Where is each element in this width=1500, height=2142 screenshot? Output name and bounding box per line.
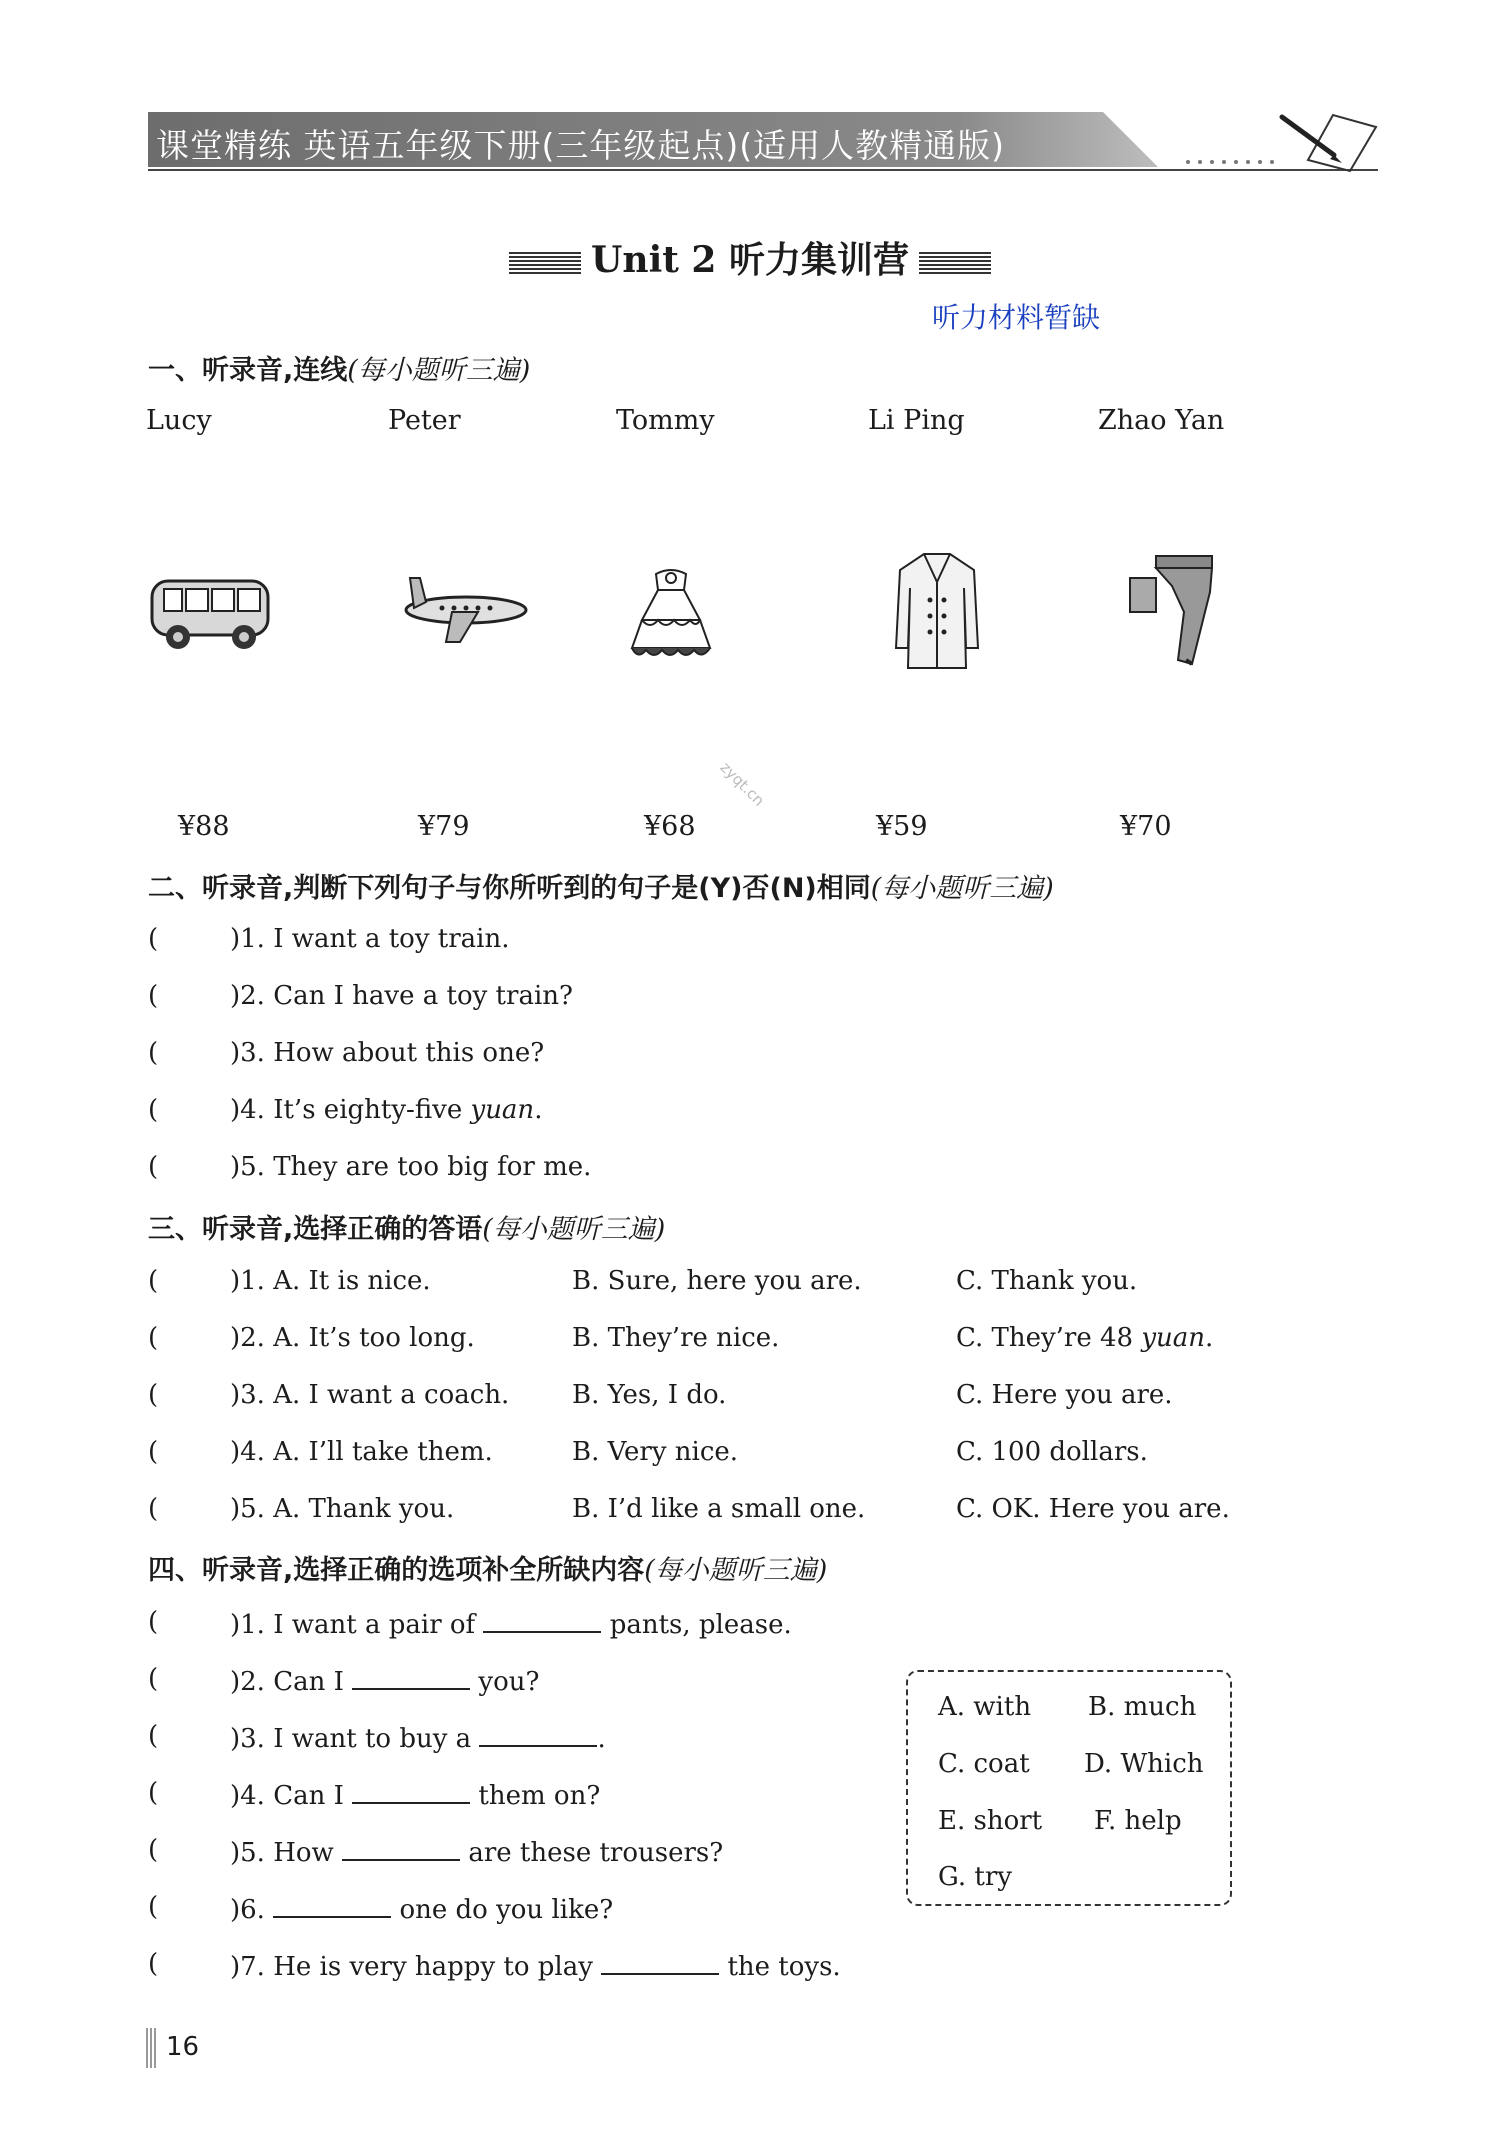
section4-title [148,1548,827,1587]
option-a: )3. A. I want a coach. [230,1380,510,1410]
option-b: B. They’re nice. [572,1323,780,1353]
page-number: 16 [166,2032,200,2062]
answer-bracket[interactable]: ( [148,1323,159,1353]
question-text: )1. I want a toy train. [230,924,510,954]
section2-title [148,866,1054,905]
price-2: ¥79 [418,811,470,842]
option-a-with: A. with [938,1692,1032,1722]
option-b: B. Sure, here you are. [572,1266,862,1296]
answer-bracket[interactable]: ( [148,1437,159,1467]
fill-blank[interactable] [352,1778,470,1804]
question-text: )5. How are these trousers? [230,1835,723,1868]
bus-icon [148,573,274,653]
unit-title [0,232,1500,283]
question-text: )2. Can I you? [230,1664,539,1697]
skirt-icon [626,564,716,664]
name-li-ping: Li Ping [868,405,965,436]
section2-title-text: 二、听录音,判断下列句子与你所听到的句子是(Y)否(N)相同 [148,873,871,904]
option-b: B. I’d like a small one. [572,1494,866,1524]
answer-bracket[interactable]: ( [148,1778,159,1808]
section1-title [148,348,530,387]
fill-blank[interactable] [352,1664,470,1690]
question-text: )3. How about this one? [230,1038,545,1068]
coat-icon [894,548,980,674]
question-text: )6. one do you like? [230,1892,613,1925]
pants-icon [1126,552,1216,670]
option-b: B. Very nice. [572,1437,739,1467]
answer-bracket[interactable]: ( [148,1607,159,1637]
answer-bracket[interactable]: ( [148,1835,159,1865]
answer-bracket[interactable]: ( [148,1892,159,1922]
section4-title-text: 四、听录音,选择正确的选项补全所缺内容 [148,1555,645,1586]
price-1: ¥88 [178,811,230,842]
option-c-coat: C. coat [938,1749,1030,1779]
price-3: ¥68 [644,811,696,842]
watermark: zyqt.cn [716,758,769,810]
question-text: )3. I want to buy a . [230,1721,606,1754]
option-e-short: E. short [938,1806,1043,1836]
option-c: C. They’re 48 yuan. [956,1323,1214,1353]
fill-blank[interactable] [342,1835,460,1861]
section4-hint: (每小题听三遍) [644,1555,828,1586]
fill-blank[interactable] [479,1721,597,1747]
header-banner [148,112,1378,174]
section1-title-text: 一、听录音,连线 [148,355,348,386]
fill-blank[interactable] [601,1949,719,1975]
option-f-help: F. help [1094,1806,1182,1836]
answer-bracket[interactable]: ( [148,1095,159,1125]
airplane-icon [402,572,532,647]
question-text: )2. Can I have a toy train? [230,981,573,1011]
pen-notebook-icon [1278,105,1378,175]
answer-bracket[interactable]: ( [148,1949,159,1979]
option-a: )4. A. I’ll take them. [230,1437,493,1467]
question-text: )1. I want a pair of pants, please. [230,1607,792,1640]
answer-bracket[interactable]: ( [148,1152,159,1182]
title-decoration-right [919,252,991,274]
price-4: ¥59 [876,811,928,842]
answer-bracket[interactable]: ( [148,1494,159,1524]
option-c: C. 100 dollars. [956,1437,1148,1467]
answer-bracket[interactable]: ( [148,924,159,954]
word-option-box [906,1670,1232,1906]
answer-bracket[interactable]: ( [148,1721,159,1751]
fill-blank[interactable] [273,1892,391,1918]
option-c: C. Thank you. [956,1266,1138,1296]
answer-bracket[interactable]: ( [148,1664,159,1694]
name-lucy: Lucy [146,405,212,436]
material-note: 听力材料暂缺 [932,301,1101,334]
section1-hint: (每小题听三遍) [347,355,531,386]
question-text: )7. He is very happy to play the toys. [230,1949,841,1982]
option-b: B. Yes, I do. [572,1380,727,1410]
question-text: )4. Can I them on? [230,1778,600,1811]
unit-title-text: Unit 2 听力集训营 [591,239,909,281]
option-c: C. Here you are. [956,1380,1173,1410]
question-text: )5. They are too big for me. [230,1152,592,1182]
option-a: )1. A. It is nice. [230,1266,431,1296]
section2-hint: (每小题听三遍) [870,873,1054,904]
fill-blank[interactable] [483,1607,601,1633]
banner-title: 课堂精练 英语五年级下册(三年级起点)(适用人教精通版) [156,126,1005,165]
option-g-try: G. try [938,1862,1012,1892]
name-tommy: Tommy [616,405,715,436]
section3-hint: (每小题听三遍) [482,1214,666,1245]
option-d-which: D. Which [1084,1749,1204,1779]
answer-bracket[interactable]: ( [148,1266,159,1296]
section3-title-text: 三、听录音,选择正确的答语 [148,1214,483,1245]
option-b-much: B. much [1088,1692,1197,1722]
question-text: )4. It’s eighty-five yuan. [230,1095,543,1125]
price-5: ¥70 [1120,811,1172,842]
answer-bracket[interactable]: ( [148,981,159,1011]
title-decoration-left [509,252,581,274]
option-a: )5. A. Thank you. [230,1494,455,1524]
option-a: )2. A. It’s too long. [230,1323,475,1353]
option-c: C. OK. Here you are. [956,1494,1230,1524]
answer-bracket[interactable]: ( [148,1380,159,1410]
section3-title [148,1207,665,1246]
name-peter: Peter [388,405,461,436]
name-zhao-yan: Zhao Yan [1098,405,1225,436]
page-number-decoration [146,2028,158,2068]
answer-bracket[interactable]: ( [148,1038,159,1068]
